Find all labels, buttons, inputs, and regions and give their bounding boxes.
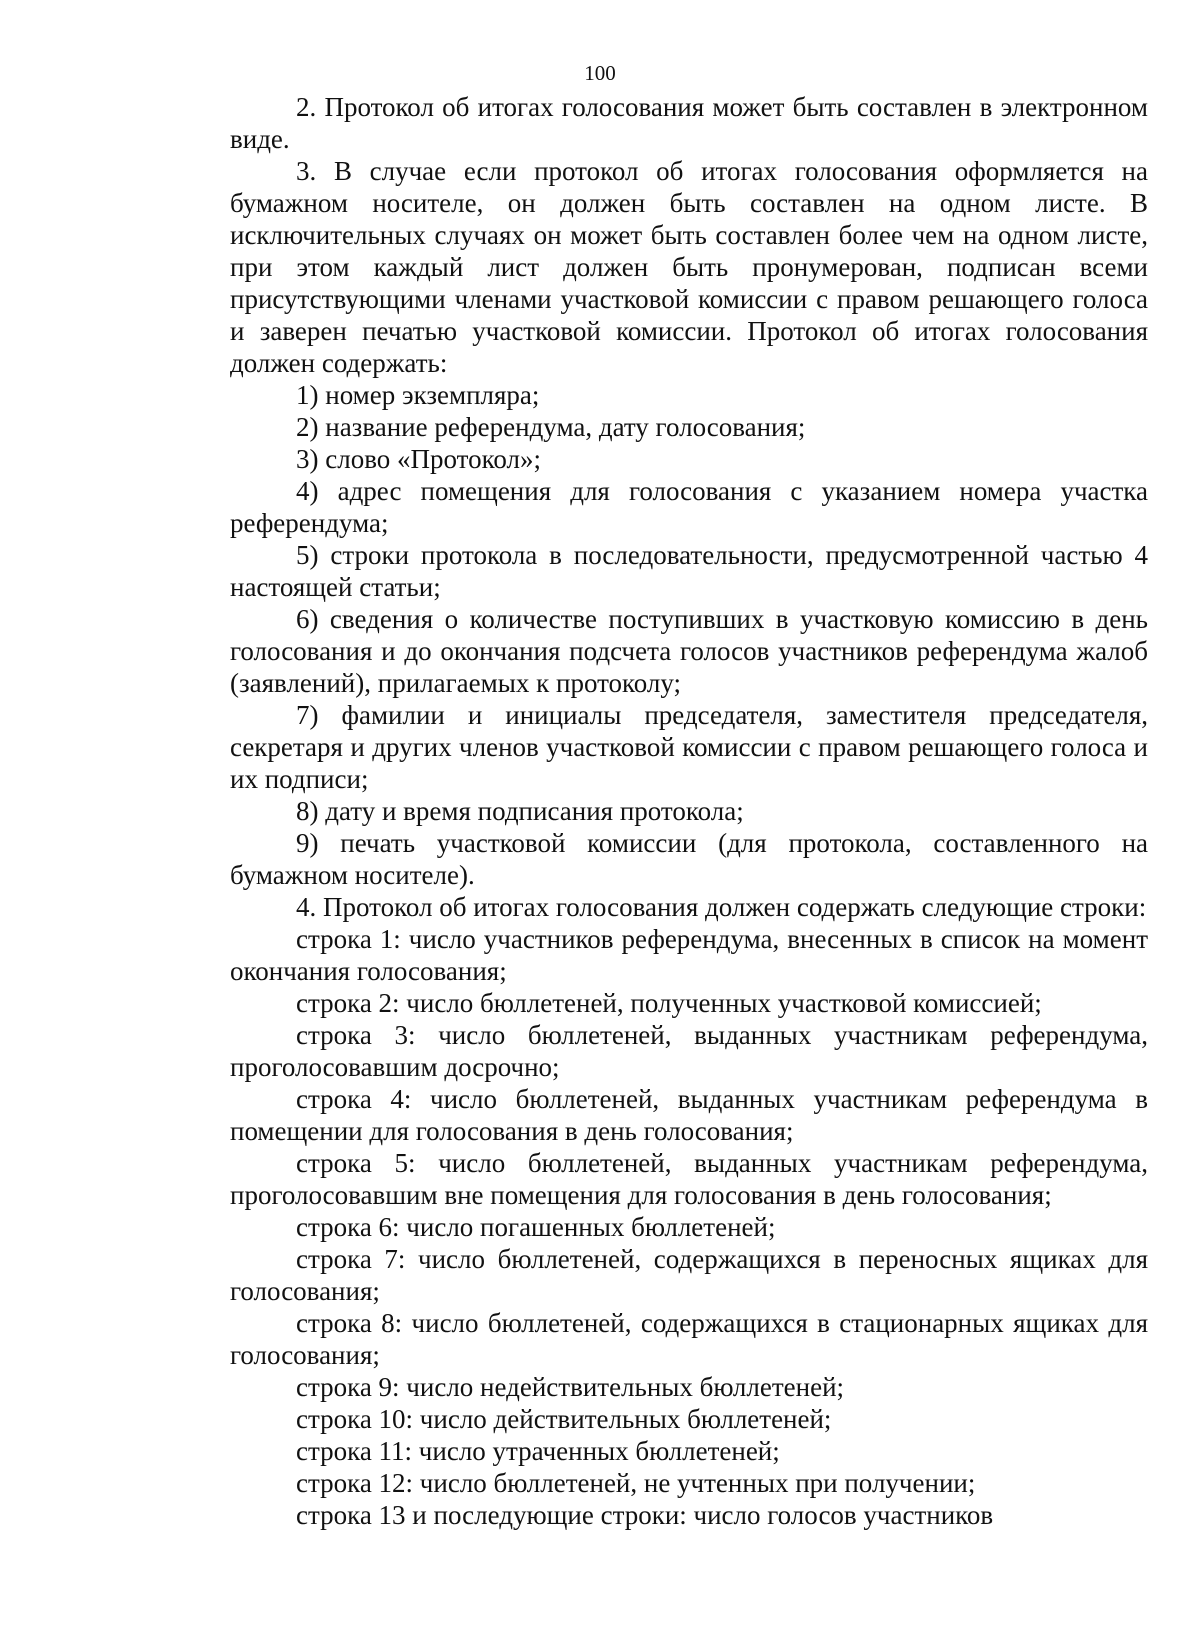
protocol-line-2: строка 2: число бюллетеней, полученных участковой комиссией; [296,988,1042,1018]
paragraph-part-4: 4. Протокол об итогах голосования должен содержать следующие строки: [296,892,1147,922]
protocol-line-3: строка 3: число бюллетеней, выданных участникам референдума, проголосовавшим досрочно; [230,1020,1148,1082]
list-item-8: 8) дату и время подписания протокола; [296,796,744,826]
list-item-9: 9) печать участковой комиссии (для протокола, составленного на бумажном носителе). [230,828,1148,890]
protocol-line-6: строка 6: число погашенных бюллетеней; [296,1212,776,1242]
protocol-line-11: строка 11: число утраченных бюллетеней; [296,1436,780,1466]
protocol-line-9: строка 9: число недействительных бюллетеней; [296,1372,845,1402]
protocol-line-12: строка 12: число бюллетеней, не учтенных при получении; [296,1468,976,1498]
paragraph-part-3: 3. В случае если протокол об итогах голосования оформляется на бумажном носителе, он должен быть составлен на одном листе. В исключительных случаях он может быть составлен более чем на одном листе, при этом каждый лист должен быть пронумерован, подписан всеми присутствующими членами участковой комиссии с правом решающего голоса и заверен печатью участковой комиссии. Протокол об итогах голосования должен содержать: [230,156,1148,378]
protocol-line-8: строка 8: число бюллетеней, содержащихся в стационарных ящиках для голосования; [230,1308,1148,1370]
list-item-7: 7) фамилии и инициалы председателя, заместителя председателя, секретаря и других членов участковой комиссии с правом решающего голоса и их подписи; [230,700,1148,794]
list-item-6: 6) сведения о количестве поступивших в участковую комиссию в день голосования и до окончания подсчета голосов участников референдума жалоб (заявлений), прилагаемых к протоколу; [230,604,1148,698]
list-item-1: 1) номер экземпляра; [296,380,540,410]
protocol-line-4: строка 4: число бюллетеней, выданных участникам референдума в помещении для голосования в день голосования; [230,1084,1148,1146]
protocol-line-7: строка 7: число бюллетеней, содержащихся в переносных ящиках для голосования; [230,1244,1148,1306]
list-item-2: 2) название референдума, дату голосования; [296,412,806,442]
protocol-line-1: строка 1: число участников референдума, внесенных в список на момент окончания голосования; [230,924,1148,986]
protocol-line-13: строка 13 и последующие строки: число голосов участников [296,1500,994,1530]
protocol-line-10: строка 10: число действительных бюллетеней; [296,1404,832,1434]
list-item-5: 5) строки протокола в последовательности, предусмотренной частью 4 настоящей статьи; [230,540,1148,602]
list-item-4: 4) адрес помещения для голосования с указанием номера участка референдума; [230,476,1148,538]
paragraph-part-2: 2. Протокол об итогах голосования может быть составлен в электронном виде. [230,92,1148,154]
protocol-line-5: строка 5: число бюллетеней, выданных участникам референдума, проголосовавшим вне помещения для голосования в день голосования; [230,1148,1148,1210]
page-number: 100 [584,61,616,85]
list-item-3: 3) слово «Протокол»; [296,444,541,474]
document-body [230,91,1148,1531]
